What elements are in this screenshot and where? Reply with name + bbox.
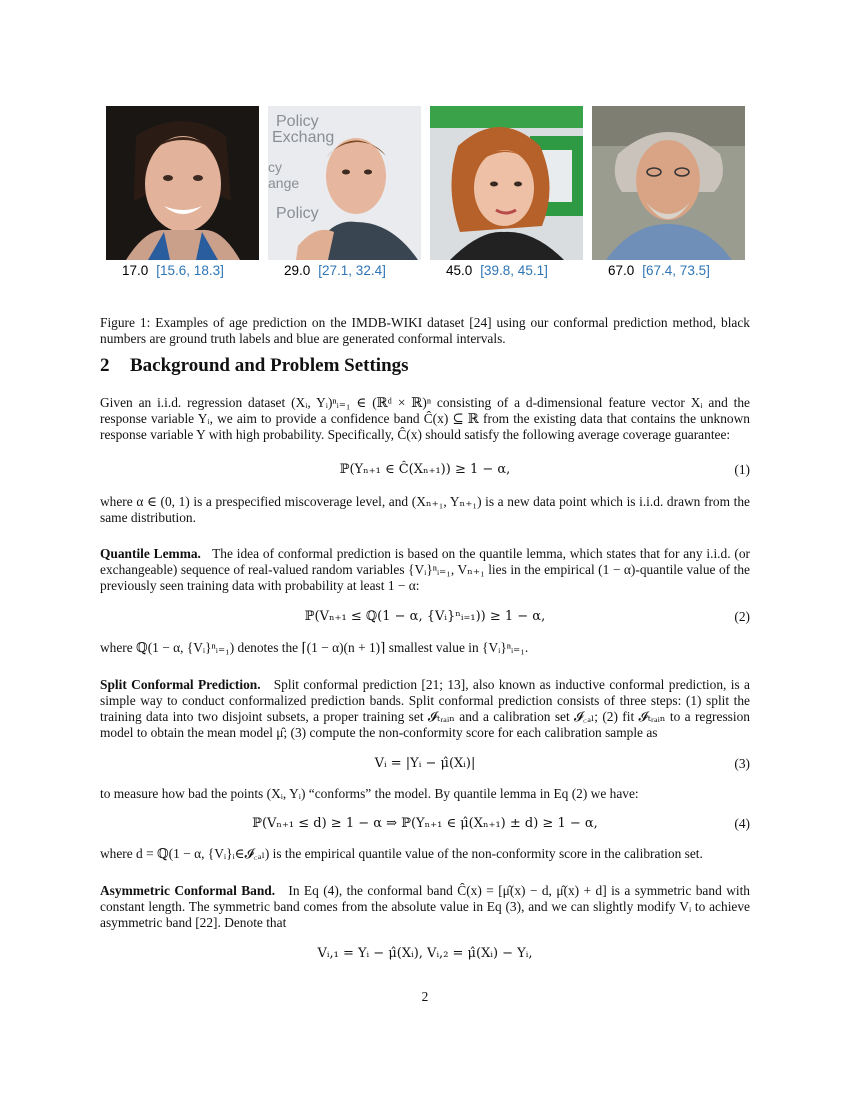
caption-1 xyxy=(122,263,224,279)
paragraph-split-conformal xyxy=(100,677,750,741)
caption-3 xyxy=(446,263,548,279)
conformal-interval: [39.8, 45.1] xyxy=(480,263,548,278)
split-conformal-text: Split conformal prediction [21; 13], also known as inductive conformal prediction, is a simple way to conduct conformalized prediction bands. Split conformal prediction consists of three steps: (1) split the training data into two disjoint subsets, a proper training set 𝓘ₜᵣₐᵢₙ and a calibration set 𝓘꜀ₐₗ; (2) fit 𝓘ₜᵣₐᵢₙ to a regression model to obtain the mean model μ̂; (3) compute the non-conformity score for each calibration sample as xyxy=(100,677,750,740)
paragraph-quantile-lemma xyxy=(100,546,750,594)
equation-body: ℙ(Yₙ₊₁ ∈ Ĉ(Xₙ₊₁)) ≥ 1 − α, xyxy=(339,462,511,477)
paragraph-intro: Given an i.i.d. regression dataset (Xᵢ, Yᵢ)ⁿᵢ₌₁ ∈ (ℝᵈ × ℝ)ⁿ consisting of a d-dimensional feature vector Xᵢ and the response variable Yᵢ, we aim to provide a confidence band Ĉ(x) ⊆ ℝ from the existing data that contains the unknown response variable Y with high probability. Specifically, Ĉ(x) should satisfy the following average coverage guarantee: xyxy=(100,395,750,442)
equation-1 xyxy=(100,462,750,480)
conformal-interval: [67.4, 73.5] xyxy=(642,263,710,278)
ground-truth: 17.0 xyxy=(122,263,149,278)
equation-body: ℙ(Vₙ₊₁ ≤ ℚ(1 − α, {Vᵢ}ⁿᵢ₌₁)) ≥ 1 − α, xyxy=(304,609,546,624)
equation-3 xyxy=(100,756,750,774)
figure-1 xyxy=(106,106,746,262)
page-number: 2 xyxy=(421,989,429,1004)
figure-caption-text: Figure 1: Examples of age prediction on the IMDB-WIKI dataset [24] using our conformal prediction method, black numbers are ground truth labels and blue are generated conformal intervals. xyxy=(100,315,750,347)
quantile-lemma-text: The idea of conformal prediction is based on the quantile lemma, which states that for any i.i.d. (or exchangeable) sequence of real-valued random variables {Vᵢ}ⁿᵢ₌₁, Vₙ₊₁ lies in the empirical (1 − α)-quantile value of the previously seen training data with probability at least 1 − α: xyxy=(100,546,750,593)
paragraph-quantile-def: where ℚ(1 − α, {Vᵢ}ⁿᵢ₌₁) denotes the ⌈(1 − α)(n + 1)⌉ smallest value in {Vᵢ}ⁿᵢ₌₁. xyxy=(100,640,529,655)
equation-2 xyxy=(100,609,750,627)
equation-5 xyxy=(100,946,750,964)
svg-text:Policy: Policy xyxy=(276,205,319,222)
paragraph-miscoverage: where α ∈ (0, 1) is a prespecified miscoverage level, and (Xₙ₊₁, Yₙ₊₁) is a new data point which is i.i.d. drawn from the same distribution. xyxy=(100,494,750,525)
paragraph-conforms: to measure how bad the points (Xᵢ, Yᵢ) “conforms” the model. By quantile lemma in Eq (2) we have: xyxy=(100,786,639,801)
asymmetric-heading: Asymmetric Conformal Band. xyxy=(100,883,276,898)
svg-text:cy: cy xyxy=(268,159,282,175)
split-conformal-heading: Split Conformal Prediction. xyxy=(100,677,261,692)
section-heading xyxy=(100,355,409,376)
photo-young-man xyxy=(268,106,421,260)
section-title: Background and Problem Settings xyxy=(130,355,409,376)
caption-2 xyxy=(284,263,386,279)
ground-truth: 45.0 xyxy=(446,263,473,278)
equation-number: (1) xyxy=(734,462,750,477)
equation-body: Vᵢ,₁ = Yᵢ − μ̂(Xᵢ), Vᵢ,₂ = μ̂(Xᵢ) − Yᵢ, xyxy=(317,946,533,961)
equation-number: (4) xyxy=(734,816,750,831)
photo-young-woman xyxy=(106,106,259,260)
svg-text:Exchang: Exchang xyxy=(272,129,335,146)
conformal-interval: [27.1, 32.4] xyxy=(318,263,386,278)
photo-red-haired-woman xyxy=(430,106,583,260)
quantile-lemma-heading: Quantile Lemma. xyxy=(100,546,201,561)
caption-4 xyxy=(608,263,710,279)
conformal-interval: [15.6, 18.3] xyxy=(156,263,224,278)
paragraph-empirical-quantile: where d = ℚ(1 − α, {Vᵢ}ᵢ∈𝓘꜀ₐₗ) is the empirical quantile value of the non-conformity score in the calibration set. xyxy=(100,846,703,861)
equation-number: (3) xyxy=(734,756,750,771)
figure-captions xyxy=(106,263,746,283)
paragraph-asymmetric xyxy=(100,883,750,931)
section-number: 2 xyxy=(100,355,110,376)
photo-older-man xyxy=(592,106,745,260)
svg-text:ange: ange xyxy=(268,175,300,191)
ground-truth: 67.0 xyxy=(608,263,635,278)
svg-text:Policy: Policy xyxy=(276,113,319,130)
equation-body: Vᵢ = |Yᵢ − μ̂(Xᵢ)| xyxy=(374,756,476,771)
asymmetric-text: In Eq (4), the conformal band Ĉ(x) = [μ̂(x) − d, μ̂(x) + d] is a symmetric band with constant length. The symmetric band comes from the absolute value in Eq (3), and we can slightly modify Vᵢ to achieve asymmetric band [22]. Denote that xyxy=(100,883,750,930)
equation-number: (2) xyxy=(734,609,750,624)
equation-4 xyxy=(100,816,750,834)
equation-body: ℙ(Vₙ₊₁ ≤ d) ≥ 1 − α ⇒ ℙ(Yₙ₊₁ ∈ μ̂(Xₙ₊₁) ± d) ≥ 1 − α, xyxy=(252,816,598,831)
ground-truth: 29.0 xyxy=(284,263,311,278)
